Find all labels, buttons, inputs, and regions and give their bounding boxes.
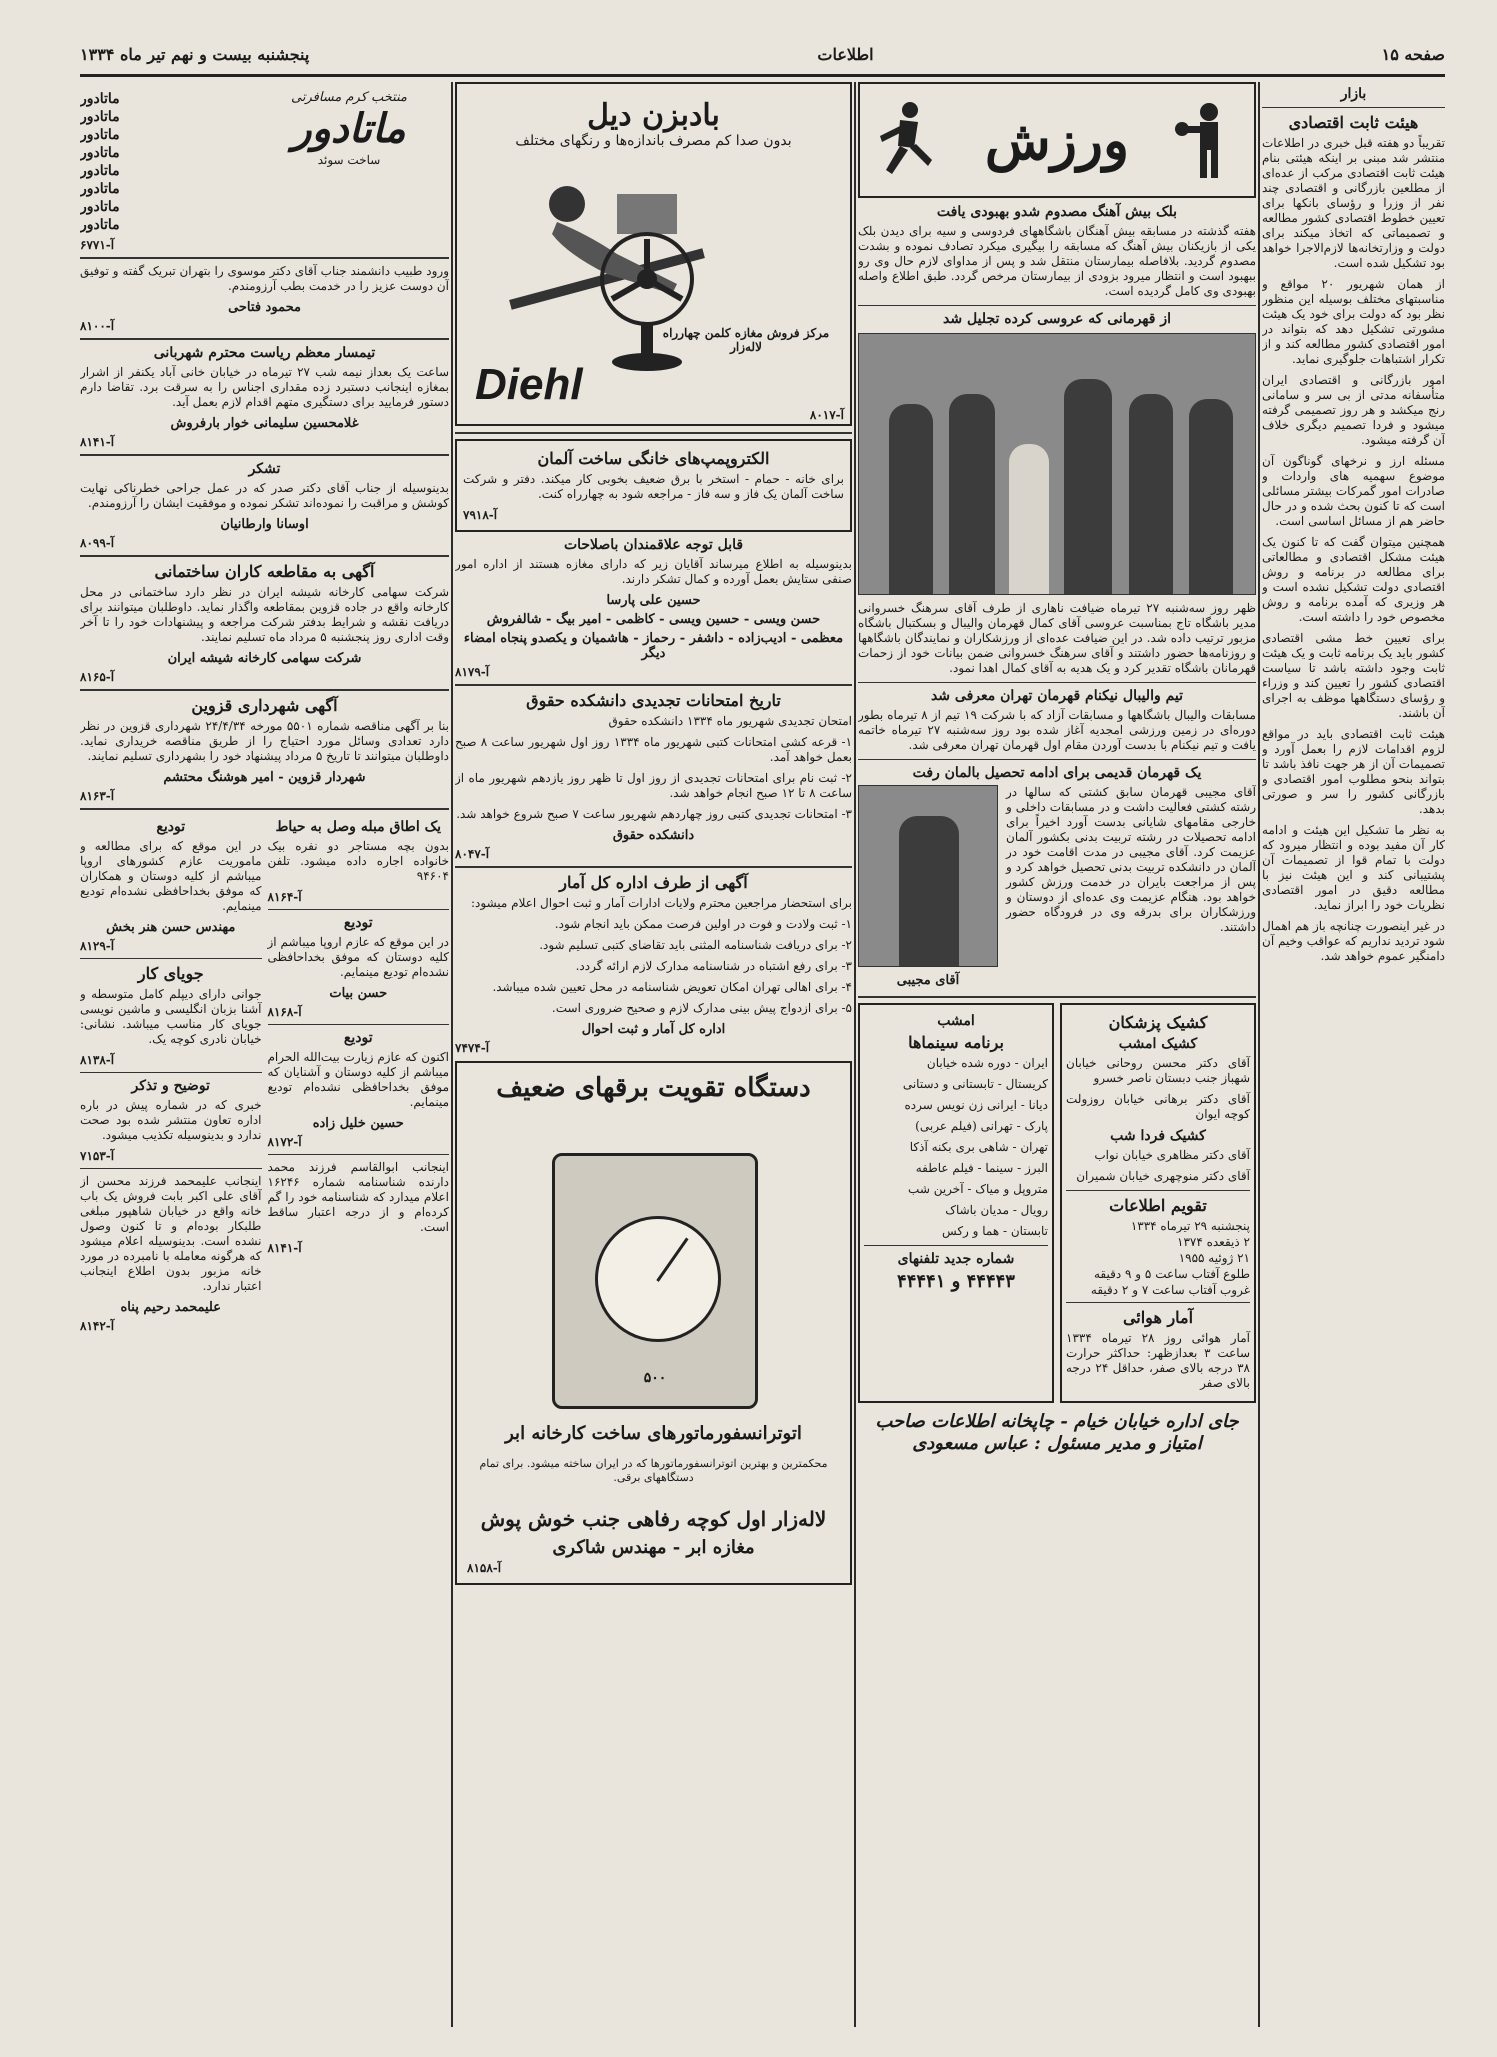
ad-title: تیمسار معظم ریاست محترم شهربانی — [153, 345, 376, 361]
group-photo — [858, 333, 1256, 595]
ad-signature: غلامحسین سلیمانی خوار بارفروش — [170, 416, 359, 431]
ad-reference: آ-۸۰۱۷ — [809, 408, 844, 422]
ad-text: بدون بچه مستاجر دو نفره بیک خانواده اجاره داده میشود. تلفن ۹۴۶۰۴ — [267, 839, 449, 883]
ad-text: بدینوسیله از جناب آقای دکتر صدر که در عمل جراحی خطرناکی نهایت کوشش و مراقبت را نموده‌اند تشکر نموده و موفقیت ایشان را آرزومندم. — [80, 481, 449, 510]
ad-reference: آ-۸۰۹۹ — [80, 536, 115, 550]
ad-signature: شرکت سهامی کارخانه شیشه ایران — [167, 651, 362, 666]
divider — [80, 958, 262, 959]
ad-text: ۴- برای اهالی تهران امکان تعویض شناسنامه در محل تعیین شده میباشد. — [492, 980, 852, 994]
matador-logo-box — [249, 90, 449, 167]
ad-text: ۲- برای دریافت شناسنامه المثنی باید تقاضای کتبی تسلیم شود. — [539, 938, 852, 952]
article-paragraph: به نظر ما تشکیل این هیئت و ادامه کار آن مفید بوده و انتظار میرود که دولت با تمام قوا از تصمیمات آن پشتیبانی کند و این هیئت نیز با مطالعه دقیق در امور اقتصادی نظریات خود را ابراز نماید. — [1262, 823, 1445, 912]
fan-ad-headline: بادبزن دیل — [587, 98, 720, 133]
ad-signature: اداره کل آمار و ثبت احوال — [581, 1022, 726, 1037]
ad-title: آگهی شهرداری قزوین — [191, 696, 338, 715]
ad-reference: آ-۸۱۴۲ — [80, 1319, 115, 1333]
sports-banner — [858, 82, 1256, 198]
divider — [858, 759, 1256, 760]
ad-text: ۳- برای رفع اشتباه در شناسنامه مدارک لازم ارائه گردد. — [575, 959, 852, 973]
article-paragraph: برای تعیین خط مشی اقتصادی کشور باید یک برنامه ثابت و یک هیئت ثابت وجود داشته باشد تا سیاست اقتصادی کشور را تعیین کند و وزراء و رؤسای دستگاهها موظف به اجرای آن باشند. — [1262, 631, 1445, 720]
headline: تیم والیبال نیکنام قهرمان تهران معرفی شد — [930, 688, 1184, 704]
article-paragraph: تقریباً دو هفته قبل خبری در اطلاعات منتشر شد مبنی بر اینکه هیئتی بنام هیئت ثابت اقتصادی مرکب از عده‌ای از مطلعین بازرگانی و اقتصادی چند نفر از وزرا و رؤسای بانکها برای تعیین خطوط اقتصادی کشور مطالعه و تصمیماتی که اتخاذ میکند برای دولت و وزارتخانه‌ها لازم‌الاجرا خواهد بود تشکیل شده است. — [1262, 136, 1445, 270]
fan-advertisement — [455, 82, 852, 426]
ad-reference: آ-۶۷۷۱ — [80, 238, 115, 252]
list-item: ماتادور — [80, 109, 120, 125]
ad-signature: حسن ویسی - حسین ویسی - کاظمی - امیر بیگ - شالفروش — [486, 612, 821, 627]
cinema-title: برنامه سینماها — [908, 1033, 1004, 1052]
ad-title: الکتروپمپ‌های خانگی ساخت آلمان — [537, 449, 770, 468]
amp-ad-text: اتوترانسفورماتورهای ساخت کارخانه ابر — [505, 1423, 802, 1444]
calendar-row: طلوع آفتاب ساعت ۵ و ۹ دقیقه — [1094, 1267, 1250, 1281]
person-figure — [1129, 394, 1173, 594]
cinema-item: البرز - سینما - فیلم عاطفه — [915, 1161, 1048, 1175]
article-paragraph: همچنین میتوان گفت که تا کنون یک هیئت مشکل اقتصادی و مطالعاتی برای مطالعه در برنامه و روش اقتصادی دولت تشکیل نشده است و هر وزیری که آمده برنامه و روش مخصوص خود را داشته است. — [1262, 535, 1445, 624]
weather-title: آمار هوائی — [1122, 1308, 1194, 1327]
ad-reference: آ-۸۰۴۷ — [455, 847, 490, 861]
clinic-box — [1060, 1003, 1256, 1403]
article-paragraph: مسئله ارز و نرخهای گوناگون آن موضوع سهمیه های واردات و صادرات امور گمرکات بیشتر مسائلی است که تا کنون بحث شده و در حال حاضر هم از مسائل اساسی است. — [1262, 454, 1445, 528]
ad-text: اینجانب ابوالقاسم فرزند محمد دارنده شناسنامه شماره ۱۶۲۴۶ اعلام میدارد که شناسنامه خود را گم کرده‌ام و از درجه اعتبار ساقط است. — [267, 1160, 449, 1234]
calendar-row: ۲ ذیقعده ۱۳۷۴ — [1177, 1235, 1250, 1249]
ad-signature: مهندس حسن هنر بخش — [106, 920, 236, 935]
list-item: ماتادور — [80, 199, 120, 215]
divider — [858, 996, 1256, 998]
phone-numbers: ۴۴۴۴۳ و ۴۴۴۴۱ — [897, 1271, 1015, 1292]
listings-row — [858, 1003, 1256, 1403]
divider — [455, 432, 852, 434]
cinema-item: دیانا - ایرانی زن نویس سرده — [904, 1098, 1048, 1112]
ad-title: تودیع — [156, 819, 186, 835]
ad-reference: آ-۸۱۶۴ — [267, 890, 302, 904]
article-title: هیئت ثابت اقتصادی — [1288, 113, 1419, 132]
amp-ad-title: دستگاه تقویت برقهای ضعیف — [496, 1073, 811, 1103]
portrait-photo — [858, 785, 998, 967]
ad-text: ۱- قرعه کشی امتحانات کتبی شهریور ماه ۱۳۳۴ روز اول شهریور ساعت ۸ صبح بعمل خواهد آمد. — [455, 735, 852, 764]
article-paragraph: آقای مجیبی قهرمان سابق کشتی که سالها در رشته کشتی فعالیت داشت و در مسابقات داخلی و خارجی مقامهای شایانی بدست آورد اخیراً برای ادامه تحصیلات در رشته تربیت بدنی بکشور آلمان عزیمت کرد. آقای مجیبی در مدت اقامت خود در آلمان در دانشکده تربیت بدنی تحصیل خواهد کرد و پس از مراجعت بایران در خدمت ورزش کشور خواهد بود. هنگام عزیمت وی عده‌ای از دوستان و ورزشکاران برای بدرقه وی در فرودگاه حضور داشتند. — [1006, 785, 1256, 934]
person-figure — [1189, 399, 1233, 594]
clinic-item: آقای دکتر مظاهری خیابان نواب — [1094, 1148, 1250, 1162]
ad-title: آگهی از طرف اداره کل آمار — [559, 873, 748, 892]
cinema-item: رویال - مدیان باشاک — [945, 1203, 1048, 1217]
divider — [80, 257, 449, 259]
dial-icon — [595, 1216, 721, 1342]
publisher-signature: جای اداره خیابان خیام - چاپخانه اطلاعات صاحب امتیاز و مدیر مسئول : عباس مسعودی — [875, 1411, 1239, 1454]
ad-signature: حسین خلیل زاده — [312, 1116, 404, 1131]
person-figure — [889, 404, 933, 594]
issue-date: پنجشنبه بیست و نهم تیر ماه ۱۳۳۴ — [80, 44, 310, 64]
ad-reference: آ-۸۱۰۰ — [80, 319, 115, 333]
cinema-header: امشب — [937, 1013, 975, 1029]
amp-ad-store: لاله‌زار اول کوچه رفاهی جنب خوش پوش — [480, 1507, 827, 1531]
ad-reference: آ-۷۱۵۳ — [80, 1149, 115, 1163]
classified-right — [80, 815, 262, 1337]
divider — [268, 909, 450, 910]
ad-title: قابل توجه علاقمندان باصلاحات — [563, 537, 744, 553]
notice-text: ورود طبیب دانشمند جناب آقای دکتر موسوی را بتهران تبریک گفته و توفیق آن دوست عزیز را در خدمت بطب آرزومندم. — [80, 264, 449, 293]
headline: یک قهرمان قدیمی برای ادامه تحصیل بالمان رفت — [912, 765, 1202, 781]
paper-name: اطلاعات — [817, 44, 874, 64]
ad-text: در این موقع که برای مطالعه و ماموریت عازم کشورهای اروپا میباشم از کلیه دوستان و همکاران که موفق بخداحافظی نشده‌ام تودیع مینمایم. — [80, 839, 262, 913]
clinic-subtitle: کشیک فردا شب — [1110, 1128, 1206, 1144]
divider — [864, 1245, 1048, 1246]
classified-left — [268, 815, 450, 1337]
column-sports — [858, 82, 1256, 2027]
ad-signature: معظمی - ادیب‌زاده - داشفر - رحماز - هاشمیان و یکصدو پنجاه امضاء دیگر — [463, 631, 844, 661]
portrait-block — [858, 785, 998, 991]
column-ads — [455, 82, 852, 2027]
ad-reference: آ-۷۴۷۴ — [455, 1041, 490, 1055]
ad-text: در این موقع که عازم اروپا میباشم از کلیه دوستان که موفق بخداحافظی نشده‌ام تودیع مینمایم. — [267, 935, 449, 979]
ad-text: خبری که در شماره پیش در باره اداره تعاون منتشر شده بود صحت ندارد و بدینوسیله تکذیب میشود. — [80, 1098, 262, 1142]
runner-icon — [870, 100, 940, 180]
sports-heading: ورزش — [984, 108, 1130, 172]
person-figure — [949, 394, 995, 594]
ad-text: ساعت یک بعداز نیمه شب ۲۷ تیرماه در خیابان خانی آباد یکنفر از اشرار بمغازه اینجانب دستبرد زده مقداری اجناس را به سرقت برد. تقاضا دارم دستور فرمایید برای دستگیری متهم اقدام لازم بعمل آید. — [80, 365, 449, 409]
ad-title: جویای کار — [137, 964, 204, 983]
ad-title: آگهی به مقاطعه کاران ساختمانی — [154, 562, 375, 581]
ad-title: تاریخ امتحانات تجدیدی دانشکده حقوق — [526, 691, 781, 710]
divider — [1066, 1190, 1250, 1191]
divider — [80, 1072, 262, 1073]
headline: بلک بیش آهنگ مصدوم شدو بهبودی یافت — [936, 204, 1178, 220]
divider — [455, 866, 852, 868]
list-item: ماتادور — [80, 217, 120, 233]
ad-signature: علیمحمد رحیم پناه — [120, 1300, 221, 1315]
ad-reference: آ-۸۱۶۳ — [80, 789, 115, 803]
headline: از قهرمانی که عروسی کرده تجلیل شد — [943, 311, 1171, 327]
list-item: ماتادور — [80, 127, 120, 143]
ad-signature: دانشکده حقوق — [612, 828, 695, 843]
masthead-rule — [80, 74, 1445, 77]
ad-text: شرکت سهامی کارخانه شیشه ایران در نظر دارد ساختمانی در محل کارخانه واقع در جاده قزوین بمقاطعه واگذار نماید. داوطلبان میتوانند برای دریافت نقشه و شرایط بدفتر شرکت مراجعه و پیشنهادات خود را تا آخر وقت اداری روز پنجشنبه ۵ مرداد ماه تسلیم نمایند. — [80, 585, 449, 644]
divider — [455, 684, 852, 686]
boxer-icon — [1174, 100, 1244, 180]
ad-title: توضیح و تذکر — [131, 1078, 210, 1094]
amp-ad-store-name: مغازه ابر - مهندس شاکری — [552, 1537, 755, 1558]
device-label: ۵۰۰ — [643, 1370, 667, 1386]
cinema-item: پارک - تهرانی (فیلم عربی) — [915, 1119, 1048, 1133]
ad-title: یک اطاق مبله وصل به حیاط — [275, 819, 442, 835]
cinema-item: ایران - دوره شده خیابان — [926, 1056, 1048, 1070]
clinic-item: آقای دکتر برهانی خیابان روزولت کوچه ایوان — [1066, 1092, 1250, 1121]
calendar-title: تقویم اطلاعات — [1109, 1196, 1207, 1215]
ad-text: ۲- ثبت نام برای امتحانات تجدیدی از روز اول تا ظهر روز یازدهم شهریور ماه از ساعت ۸ تا ۱۲ صبح انجام خواهد شد. — [455, 771, 852, 800]
ad-signature: حسن بیات — [329, 986, 388, 1001]
divider — [1262, 107, 1445, 108]
ad-signature: شهردار قزوین - امیر هوشنگ محتشم — [163, 770, 366, 785]
article-paragraph: از همان شهریور ۲۰ مواقع و مناسبتهای مختلف بوسیله این منظور نظر بود که دولت برای خود یک هیئت مشورتی تشکیل دهد که بتواند در امور اقتصادی کشور مطالعه کند و از تکرار اشتباهات جلوگیری نماید. — [1262, 277, 1445, 366]
ad-reference: آ-۸۱۳۸ — [80, 1053, 115, 1067]
divider — [80, 338, 449, 340]
matador-list — [80, 90, 120, 234]
ad-text: اینجانب علیمحمد فرزند محسن از آقای علی اکبر بابت فروش یک باب خانه واقع در خیابان شاهپور مبلغی طلبکار بوده‌ام و تا کنون وصول نشده است. بدینوسیله اعلام میشود که هرگونه معامله با نامبرده در مورد خانه مزبور بدون اطلاع اینجانب اعتبار ندارد. — [80, 1174, 262, 1293]
logo-subtitle: ساخت سوئد — [317, 153, 381, 167]
clinic-subtitle: کشیک امشب — [1118, 1036, 1198, 1052]
weather-text: آمار هوائی روز ۲۸ تیرماه ۱۳۳۴ ساعت ۳ بعدازظهر: حداکثر حرارت ۳۸ درجه بالای صفر، حداقل ۲۴ درجه بالای صفر — [1066, 1331, 1251, 1390]
cinema-item: کریستال - تابستانی و دستانی — [902, 1077, 1048, 1091]
amplifier-device — [552, 1153, 758, 1409]
person-figure — [899, 816, 959, 966]
list-item: ماتادور — [80, 181, 120, 197]
notice-signature: محمود فتاحی — [228, 300, 301, 315]
article-paragraph: هفته گذشته در مسابقه بیش آهنگان باشگاههای فردوسی و سیه برای دیدن بلک یکی از بازیکنان بیش آهنگ که مسابقه را بیگیری میکرد تصادف نموده و بشدت مصدوم گردید. بلافاصله بیمارستان منتقل شد و پس از مداوای لازم حال وی رو ببهبود است و انتظار میرود بزودی از بیمارستان مرخص گردد. طبق اطلاع واصله بهبودی وی کامل گردیده است. — [858, 224, 1256, 298]
column-rule — [854, 82, 856, 2027]
calendar-row: غروب آفتاب ساعت ۷ و ۲ دقیقه — [1090, 1283, 1250, 1297]
ad-title: تودیع — [343, 1030, 373, 1046]
divider — [1066, 1302, 1250, 1303]
ad-reference: آ-۸۱۴۱ — [267, 1241, 302, 1255]
ad-text: امتحان تجدیدی شهریور ماه ۱۳۳۴ دانشکده حقوق — [608, 714, 852, 728]
article-paragraph: هیئت ثابت اقتصادی باید در مواقع لزوم اقدامات لازم را بعمل آورد و تصمیمات آن از هر جهت نافذ باشد تا بتواند بنحو مطلوب امور اقتصادی و بازرگانی کشور را سر و صورتی بدهد. — [1262, 727, 1445, 816]
ad-text: اکنون که عازم زیارت بیت‌الله الحرام میباشم از کلیه دوستان و آشنایان که موفق بخداحافظی نشده‌ام تودیع مینمایم. — [267, 1050, 449, 1109]
ad-reference: آ-۸۱۷۲ — [267, 1135, 302, 1149]
cinema-box — [858, 1003, 1054, 1403]
clinic-item: آقای دکتر محسن روحانی خیابان شهباز جنب دبستان ناصر خسرو — [1066, 1056, 1250, 1085]
ad-title: تودیع — [343, 915, 373, 931]
classified-row — [80, 815, 449, 1337]
list-item: ماتادور — [80, 145, 120, 161]
logo-tagline: منتخب کرم مسافرتی — [290, 90, 407, 105]
ad-text: بدینوسیله به اطلاع میرساند آقایان زیر که دارای مغازه هستند از اداره امور صنفی ستایش بعمل آورده و کمال تشکر دارند. — [455, 557, 852, 586]
ad-text: بنا بر آگهی مناقصه شماره ۵۵۰۱ مورخه ۲۴/۴/۳۴ شهرداری قزوین در نظر دارد تعدادی وسائل مورد احتیاج را از طریق مناقصه خریداری نماید. داوطلبان میتوانند تا تاریخ ۵ مرداد پیشنهاد خود را بشهرداری تسلیم نمایند. — [80, 719, 449, 763]
divider — [858, 682, 1256, 683]
dial-needle — [656, 1238, 688, 1282]
calendar-row: پنجشنبه ۲۹ تیرماه ۱۳۳۴ — [1130, 1219, 1250, 1233]
article-paragraph: ظهر روز سه‌شنبه ۲۷ تیرماه ضیافت ناهاری از طرف آقای سرهنگ خسروانی مدیر باشگاه تاج بمناسبت عروسی آقای کمال قهرمان والیبال و بسکتبال باشگاه مزبور ترتیب داده شد. در این ضیافت عده‌ای از ورزشکاران و نمایندگان باشگاهها و روزنامه‌ها حضور داشتند و آقای سرهنگ خسروانی ضمن بیانات خود از زحمات قهرمانان باشگاه تقدیر کرد و یک هدیه به آقای کمال اهدا نمود. — [858, 601, 1256, 675]
ad-reference: آ-۸۱۷۹ — [455, 665, 490, 679]
ad-reference: آ-۸۱۲۹ — [80, 939, 115, 953]
ad-reference: آ-۸۱۶۵ — [80, 670, 115, 684]
phone-title: شماره جدید تلفنهای — [897, 1251, 1015, 1267]
list-item: ماتادور — [80, 91, 120, 107]
ad-reference: آ-۸۱۵۸ — [467, 1561, 502, 1575]
fan-ad-brand: Diehl — [475, 360, 583, 409]
ad-reference: آ-۸۱۶۸ — [267, 1005, 302, 1019]
pump-advertisement — [455, 439, 852, 532]
ad-reference: آ-۷۹۱۸ — [463, 508, 498, 522]
divider — [80, 454, 449, 456]
divider — [858, 305, 1256, 306]
section-label: بازار — [1340, 86, 1367, 102]
fan-ad-dealer: مرکز فروش مغازه کلمن چهارراه لاله‌زار — [662, 326, 830, 354]
divider — [80, 555, 449, 557]
ad-signature: اوسانا وارطانیان — [220, 517, 309, 532]
divider — [80, 1168, 262, 1169]
cinema-item: تابستان - هما و رکس — [942, 1224, 1048, 1238]
clinic-item: آقای دکتر منوچهری خیابان شمیران — [1076, 1169, 1250, 1183]
ad-reference: آ-۸۱۴۱ — [80, 435, 115, 449]
divider — [80, 808, 449, 810]
story-with-photo — [858, 785, 1256, 991]
column-economy — [1262, 82, 1445, 2027]
page-number: صفحه ۱۵ — [1381, 44, 1445, 64]
column-rule — [1258, 82, 1260, 2027]
ad-text: ۱- ثبت ولادت و فوت در اولین فرصت ممکن باید انجام شود. — [554, 917, 852, 931]
ad-signature: حسین علی پارسا — [606, 593, 701, 608]
ad-text: برای خانه - حمام - استخر با برق ضعیف بخوبی کار میکند. دفتر و شرکت ساخت آلمان یک فاز و سه فاز - مراجعه شود به چهارراه کنت. — [463, 472, 844, 501]
article-paragraph: مسابقات والیبال باشگاهها و مسابقات آزاد که با شرکت ۱۹ تیم از ۸ تیرماه بطور دوره‌ای در زمین ورزشی امجدیه آغاز شده بود روز سه‌شنبه ۲۷ تیرماه خاتمه یافت و تیم نیکنام با بدست آوردن مقام اول قهرمان تهران معرفی شد. — [858, 708, 1256, 752]
divider — [268, 1024, 450, 1025]
matador-logo: ماتادور — [292, 105, 406, 152]
masthead — [80, 38, 1445, 70]
person-figure — [1064, 379, 1112, 594]
ad-text: برای استحضار مراجعین محترم ولایات ادارات آمار و ثبت احوال اعلام میشود: — [471, 896, 852, 910]
amp-ad-description: محکمترین و بهترین اتوترانسفورماتورها که در ایران ساخته میشود. برای تمام دستگاههای برقی. — [479, 1457, 828, 1484]
ad-title: تشکر — [248, 461, 281, 477]
cinema-item: تهران - شاهی بری بکنه آذکا — [909, 1140, 1048, 1154]
article-paragraph: در غیر اینصورت چنانچه باز هم اهمال شود تردید نداریم که عواقب وخیم آن دامنگیر عموم خواهد شد. — [1262, 919, 1445, 963]
article-paragraph: امور بازرگانی و اقتصادی ایران متأسفانه مدتی از بی سر و سامانی رنج میکشد و هر روز تصمیمی گرفته میشود و فردا تصمیم دیگری خلاف آن گرفته میشود. — [1262, 373, 1445, 447]
matador-advertisement — [80, 90, 449, 234]
column-rule — [451, 82, 453, 2027]
column-classifieds — [80, 82, 449, 2027]
photo-caption: آقای مجیبی — [896, 973, 960, 988]
ad-text: جوانی دارای دیپلم کامل متوسطه و آشنا بزبان انگلیسی و ماشین نویسی جویای کار مناسب میباشد. نشانی: خیابان نادری کوچه یک. — [80, 987, 262, 1046]
cinema-item: متروپل و میاک - آخرین شب — [908, 1182, 1048, 1196]
fan-ad-subtitle: بدون صدا کم مصرف باندازه‌ها و رنگهای مختلف — [515, 133, 792, 149]
calendar-row: ۲۱ ژوئیه ۱۹۵۵ — [1178, 1251, 1250, 1265]
divider — [80, 689, 449, 691]
person-figure — [1009, 444, 1049, 594]
clinic-title: کشیک پزشکان — [1108, 1013, 1208, 1032]
divider — [268, 1154, 450, 1155]
list-item: ماتادور — [80, 163, 120, 179]
ad-text: ۳- امتحانات تجدیدی کتبی روز چهاردهم شهریور ساعت ۷ صبح شروع خواهد شد. — [456, 807, 852, 821]
amplifier-advertisement — [455, 1061, 852, 1585]
ad-text: ۵- برای ازدواج پیش بینی مدارک لازم و صحیح ضروری است. — [551, 1001, 852, 1015]
